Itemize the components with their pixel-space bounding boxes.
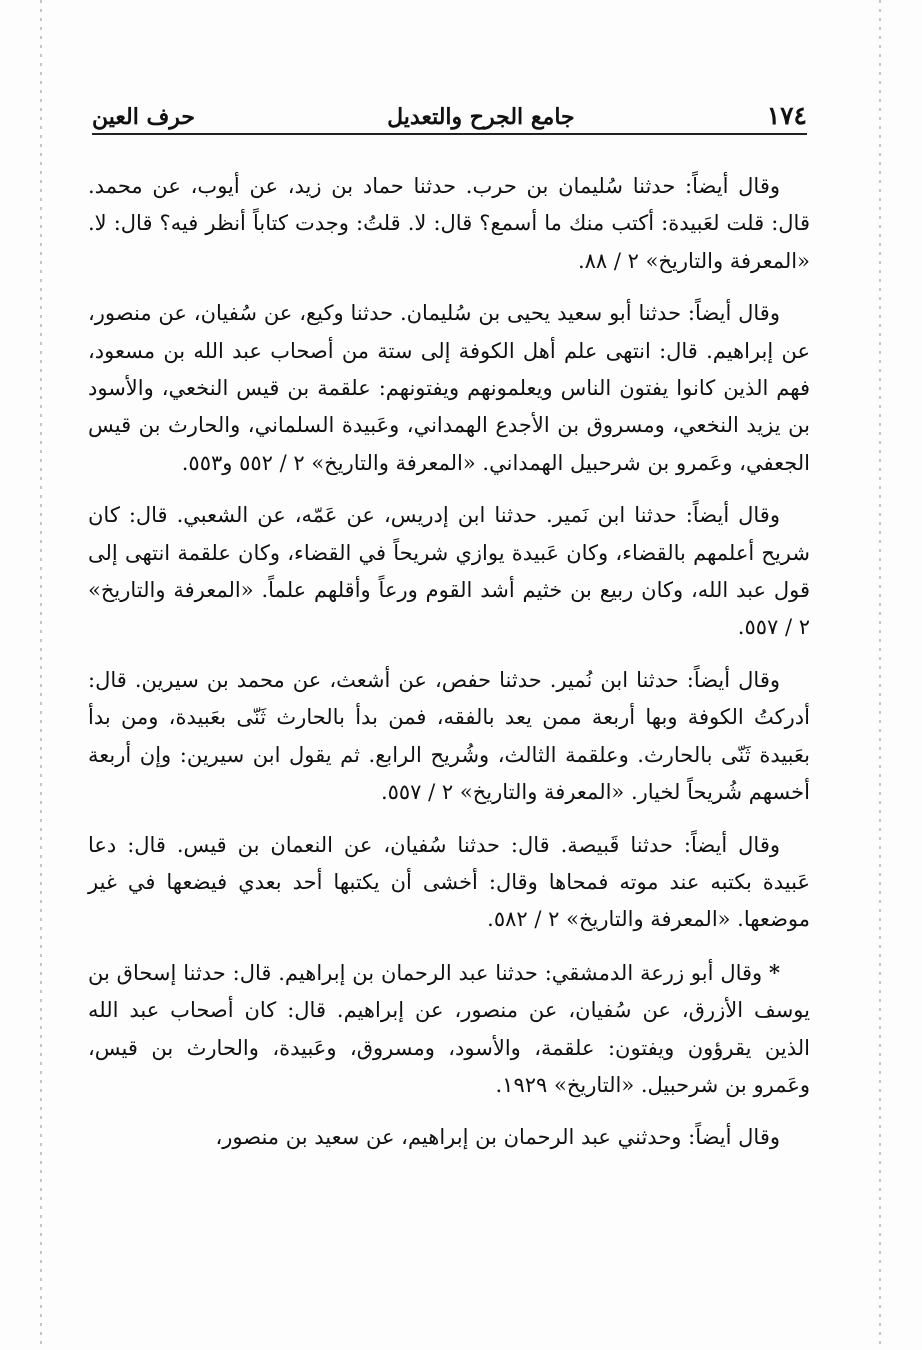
paragraph [88, 662, 810, 812]
paragraph-text: وقال أيضاً: حدثنا سُليمان بن حرب. حدثنا حماد بن زيد، عن أيوب، عن محمد. قال: قلت لعَبيدة: أكتب منك ما أسمع؟ قال: لا. قلتُ: وجدت كتاباً أنظر فيه؟ قال: لا. «المعرفة والتاريخ» ٢ / ٨٨. [88, 174, 810, 273]
paragraph-text: وقال أيضاً: حدثنا قَبيصة. قال: حدثنا سُفيان، عن النعمان بن قيس. قال: دعا عَبيدة بكتبه عند موته فمحاها وقال: أخشى أن يكتبها أحد بعدي فيضعها في غير موضعها. «المعرفة والتاريخ» ٢ / ٥٨٢. [88, 832, 810, 932]
page-edge-right [879, 0, 881, 1350]
book-title: جامع الجرح والتعديل [387, 104, 575, 130]
paragraph [88, 497, 810, 647]
paragraph-text: وقال أيضاً: حدثنا أبو سعيد يحيى بن سُليمان. حدثنا وكيع، عن سُفيان، عن منصور، عن إبراهيم. قال: انتهى علم أهل الكوفة إلى ستة من أصحاب عبد الله بن مسعود، فهم الذين كانوا يفتون الناس ويعلمونهم ويفتونهم: علقمة بن قيس النخعي، والأسود بن يزيد النخعي، ومسروق بن الأجدع الهمداني، وعَبيدة السلماني، والحارث بن قيس الجعفي، وعَمرو بن شرحبيل الهمداني. «المعرفة والتاريخ» ٢ / ٥٥٢ و٥٥٣. [88, 301, 810, 475]
paragraph-text: وقال أيضاً: وحدثني عبد الرحمان بن إبراهيم، عن سعيد بن منصور، [215, 1125, 780, 1150]
page-number: ١٧٤ [766, 101, 807, 130]
paragraph-text: وقال أيضاً: حدثنا ابن نَمير. حدثنا ابن إدريس، عن عَمّه، عن الشعبي. قال: كان شريح أعلمهم بالقضاء، وكان عَبيدة يوازي شريحاً في القضاء، وكان علقمة انتهى إلى قول عبد الله، وكان ربيع بن خثيم أشد القوم ورعاً وأقلهم علماً. «المعرفة والتاريخ» ٢ / ٥٥٧. [88, 503, 810, 640]
paragraph [88, 954, 810, 1105]
page-edge-left [40, 0, 42, 1350]
paragraph [88, 827, 810, 939]
header-rule [92, 133, 807, 135]
paragraph [88, 168, 810, 280]
paragraph [88, 295, 810, 482]
paragraph-text: وقال أيضاً: حدثنا ابن نُمير. حدثنا حفص، عن أشعث، عن محمد بن سيرين. قال: أدركتُ الكوفة وبها أربعة ممن يعد بالفقه، فمن بدأ بالحارث ثَنّى بعَبيدة، ومن بدأ بعَبيدة ثَنّى بالحارث. وعلقمة الثالث، وشُريح الرابع. ثم يقول ابن سيرين: وإن أربعة أخسهم شُريحاً لخيار. «المعرفة والتاريخ» ٢ / ٥٥٧. [88, 667, 810, 805]
paragraph [88, 1119, 810, 1156]
page-header [92, 84, 807, 130]
section-title: حرف العين [92, 104, 196, 130]
page-body [88, 168, 810, 1172]
paragraph-text: وقال أبو زرعة الدمشقي: حدثنا عبد الرحمان بن إبراهيم. قال: حدثنا إسحاق بن يوسف الأزرق، عن سُفيان، عن منصور، عن إبراهيم. قال: كان أصحاب عبد الله الذين يقرؤون ويفتون: علقمة، والأسود، ومسروق، وعَبيدة، والحارث بن قيس، وعَمرو بن شرحبيل. «التاريخ» ١٩٢٩. [88, 960, 810, 1097]
entry-star-marker: * [769, 959, 780, 985]
